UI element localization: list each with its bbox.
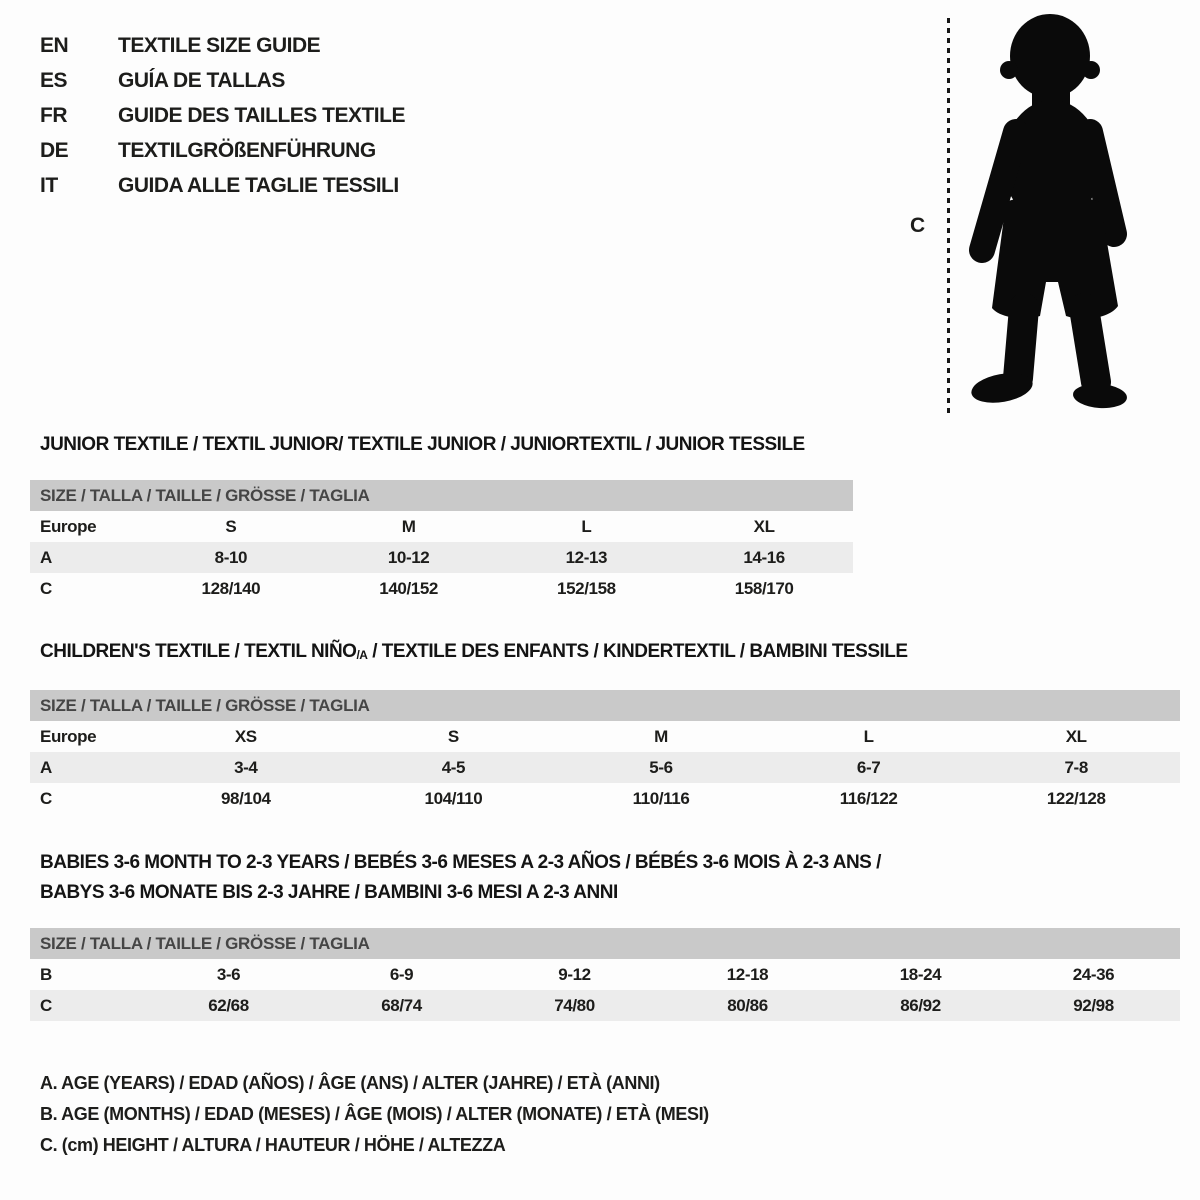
size-cell: 110/116 (632, 788, 690, 808)
size-cell: L (863, 726, 874, 746)
lang-row-it (40, 168, 405, 203)
size-cell: 8-10 (214, 547, 248, 567)
row-label: Europe (40, 516, 97, 536)
size-cell: 12-18 (726, 964, 769, 984)
lang-row-es (40, 63, 405, 98)
size-cell: 74/80 (554, 995, 595, 1015)
lang-row-fr (40, 98, 405, 133)
junior-size-table (30, 480, 853, 604)
size-cell: 5-6 (649, 757, 673, 777)
toddler-silhouette-icon (962, 10, 1140, 412)
size-cell: 116/122 (839, 788, 898, 808)
size-cell: 104/110 (424, 788, 483, 808)
size-header-bar: SIZE / TALLA / TAILLE / GRÖSSE / TAGLIA (30, 928, 1180, 959)
size-cell: S (447, 726, 459, 746)
size-cell: 6-7 (856, 757, 881, 777)
lang-title: TEXTILGRÖßENFÜHRUNG (118, 138, 376, 162)
lang-code: IT (40, 173, 58, 197)
size-cell: 128/140 (201, 578, 261, 598)
size-cell: 9-12 (558, 964, 591, 984)
height-measure-label: C (910, 214, 926, 237)
size-cell: XS (234, 726, 257, 746)
title-part: / TEXTILE DES ENFANTS / KINDERTEXTIL / BAMBINI TESSILE (367, 641, 908, 662)
size-header-bar: SIZE / TALLA / TAILLE / GRÖSSE / TAGLIA (30, 690, 1180, 721)
size-cell: XL (1065, 726, 1087, 746)
size-cell: S (225, 516, 237, 536)
size-cell: 14-16 (743, 547, 785, 567)
table-row (30, 959, 1180, 990)
section-title (30, 848, 1180, 908)
section-junior-textile (30, 434, 853, 604)
row-label: Europe (40, 726, 97, 746)
lang-code: ES (40, 68, 68, 92)
size-cell: 3-4 (234, 757, 258, 777)
size-cell: 62/68 (208, 995, 249, 1015)
table-row (30, 511, 853, 542)
row-label: C (40, 578, 52, 598)
babies-size-table (30, 928, 1180, 1021)
section-babies-textile (30, 848, 1180, 1021)
size-cell: 92/98 (1073, 995, 1114, 1015)
children-size-table (30, 690, 1180, 814)
legend-line-c: C. (cm) HEIGHT / ALTURA / HAUTEUR / HÖHE / ALTEZZA (40, 1135, 506, 1155)
size-cell: 4-5 (441, 757, 466, 777)
size-cell: 80/86 (727, 995, 768, 1015)
size-cell: 7-8 (1064, 757, 1088, 777)
size-cell: 98/104 (220, 788, 271, 808)
title-line-1: BABIES 3-6 MONTH TO 2-3 YEARS / BEBÉS 3-6 MESES A 2-3 AÑOS / BÉBÉS 3-6 MOIS À 2-3 ANS / (40, 852, 881, 873)
size-cell: 18-24 (899, 964, 942, 984)
row-label: C (40, 995, 52, 1015)
lang-code: DE (40, 138, 69, 162)
lang-title: GUIDA ALLE TAGLIE TESSILI (118, 173, 399, 197)
table-row (30, 721, 1180, 752)
row-label: B (40, 964, 52, 984)
size-cell: 12-13 (565, 547, 608, 567)
size-cell: M (401, 516, 416, 536)
size-cell: 158/170 (734, 578, 794, 598)
lang-title: GUIDE DES TAILLES TEXTILE (118, 103, 405, 127)
lang-code: FR (40, 103, 67, 127)
size-cell: 3-6 (216, 964, 241, 984)
title-part: CHILDREN'S TEXTILE / TEXTIL NIÑO (40, 641, 357, 662)
table-row (30, 990, 1180, 1021)
size-cell: 6-9 (389, 964, 414, 984)
lang-title: GUÍA DE TALLAS (118, 68, 285, 92)
table-row (30, 783, 1180, 814)
table-row (30, 752, 1180, 783)
title-subscript: /A (356, 648, 368, 662)
measure-legend (40, 1068, 709, 1161)
size-cell: L (581, 516, 592, 536)
size-cell: 152/158 (557, 578, 616, 598)
size-header-bar: SIZE / TALLA / TAILLE / GRÖSSE / TAGLIA (30, 480, 853, 511)
row-label: A (40, 547, 52, 567)
lang-row-en (40, 28, 405, 63)
size-cell: 86/92 (900, 995, 941, 1015)
row-label: A (40, 757, 52, 777)
size-cell: XL (753, 516, 775, 536)
size-cell: 24-36 (1072, 964, 1115, 984)
legend-line-a: A. AGE (YEARS) / EDAD (AÑOS) / ÂGE (ANS) / ALTER (JAHRE) / ETÀ (ANNI) (40, 1073, 660, 1093)
table-row (30, 542, 853, 573)
legend-line-b: B. AGE (MONTHS) / EDAD (MESES) / ÂGE (MOIS) / ALTER (MONATE) / ETÀ (MESI) (40, 1104, 709, 1124)
section-title: JUNIOR TEXTILE / TEXTIL JUNIOR/ TEXTILE JUNIOR / JUNIORTEXTIL / JUNIOR TESSILE (40, 434, 805, 455)
title-line-2: BABYS 3-6 MONATE BIS 2-3 JAHRE / BAMBINI 3-6 MESI A 2-3 ANNI (40, 882, 618, 903)
row-label: C (40, 788, 52, 808)
size-cell: 140/152 (379, 578, 438, 598)
height-dashed-line (947, 18, 950, 416)
lang-code: EN (40, 33, 69, 57)
lang-row-de (40, 133, 405, 168)
language-title-list (40, 28, 405, 203)
section-childrens-textile (30, 641, 1180, 814)
size-cell: 122/128 (1046, 788, 1106, 808)
lang-title: TEXTILE SIZE GUIDE (118, 33, 321, 57)
size-cell: 10-12 (387, 547, 430, 567)
section-title (30, 641, 1180, 666)
size-cell: M (654, 726, 668, 746)
table-row (30, 573, 853, 604)
size-cell: 68/74 (381, 995, 422, 1015)
